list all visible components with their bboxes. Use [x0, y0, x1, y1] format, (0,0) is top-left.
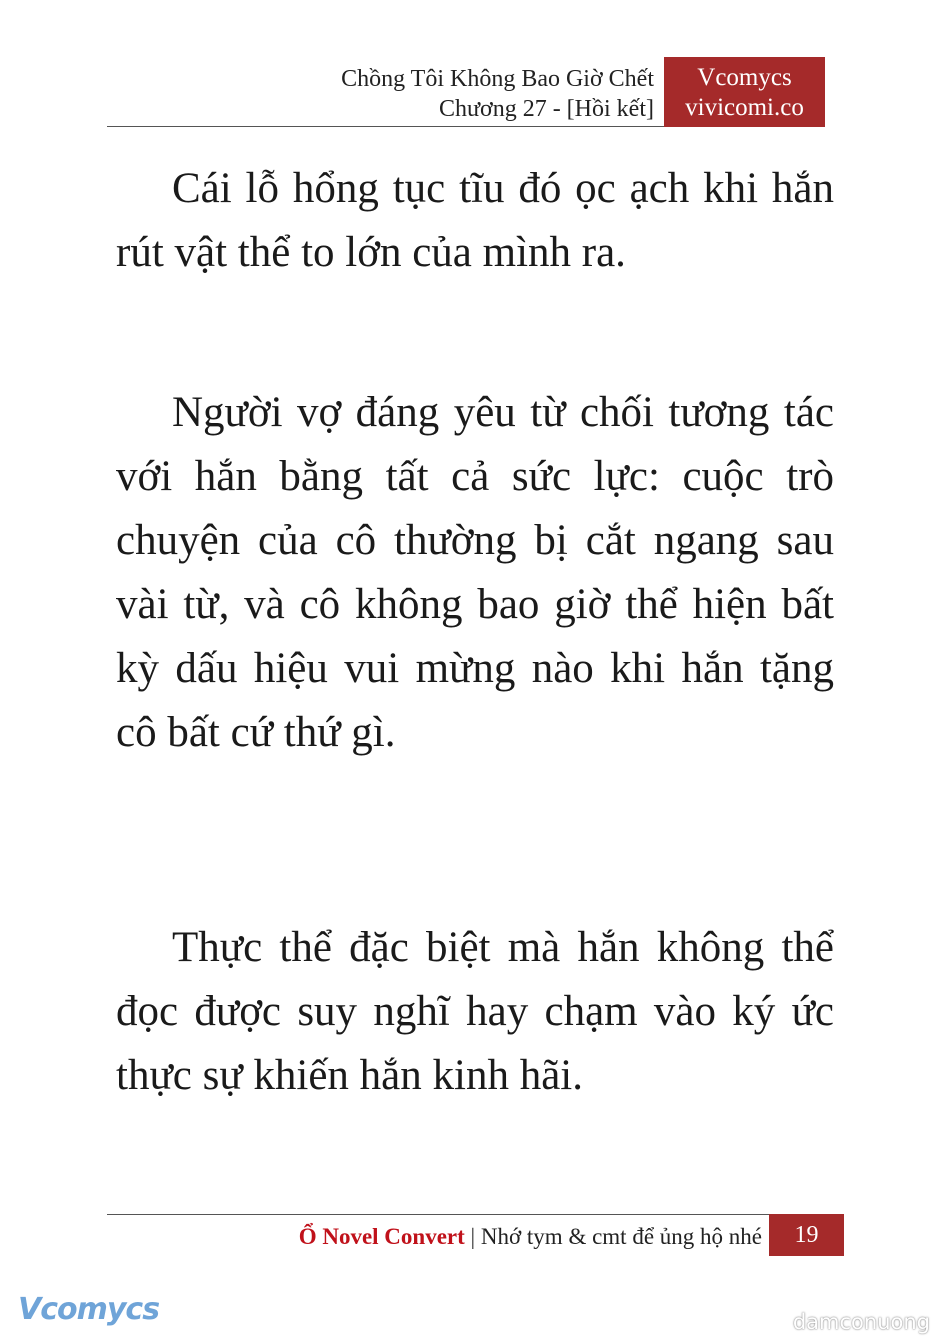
damconuong-watermark: damconuong	[792, 1310, 930, 1334]
book-title: Chồng Tôi Không Bao Giờ Chết	[341, 66, 654, 92]
paragraph-3: Thực thể đặc biệt mà hắn không thể đọc được suy nghĩ hay chạm vào ký ức thực sự khiến hắn kinh hãi.	[116, 924, 834, 1099]
paragraph-1: Cái lỗ hổng tục tĩu đó ọc ạch khi hắn rút vật thể to lớn của mình ra.	[116, 165, 834, 276]
header-divider	[107, 126, 664, 127]
footer-note: Nhớ tym & cmt để ủng hộ nhé	[480, 1224, 762, 1249]
footer-divider	[107, 1214, 769, 1215]
footer-line	[299, 1221, 762, 1253]
chapter-title: Chương 27 - [Hồi kết]	[438, 96, 654, 122]
site-badge	[664, 57, 825, 127]
vcomycs-watermark-logo: Vcomycs	[18, 1292, 160, 1327]
badge-brand: Vcomycs	[697, 64, 792, 91]
running-header	[341, 64, 654, 124]
footer-brand: Ổ Novel Convert	[298, 1224, 465, 1249]
paragraph-2: Người vợ đáng yêu từ chối tương tác với hắn bằng tất cả sức lực: cuộc trò chuyện của cô thường bị cắt ngang sau vài từ, và cô không bao giờ thể hiện bất kỳ dấu hiệu vui mừng nào khi hắn tặng cô bất cứ thứ gì.	[116, 389, 834, 756]
page-number: 19	[769, 1214, 844, 1256]
footer-separator: |	[470, 1224, 476, 1249]
badge-url: vivicomi.co	[685, 94, 804, 121]
